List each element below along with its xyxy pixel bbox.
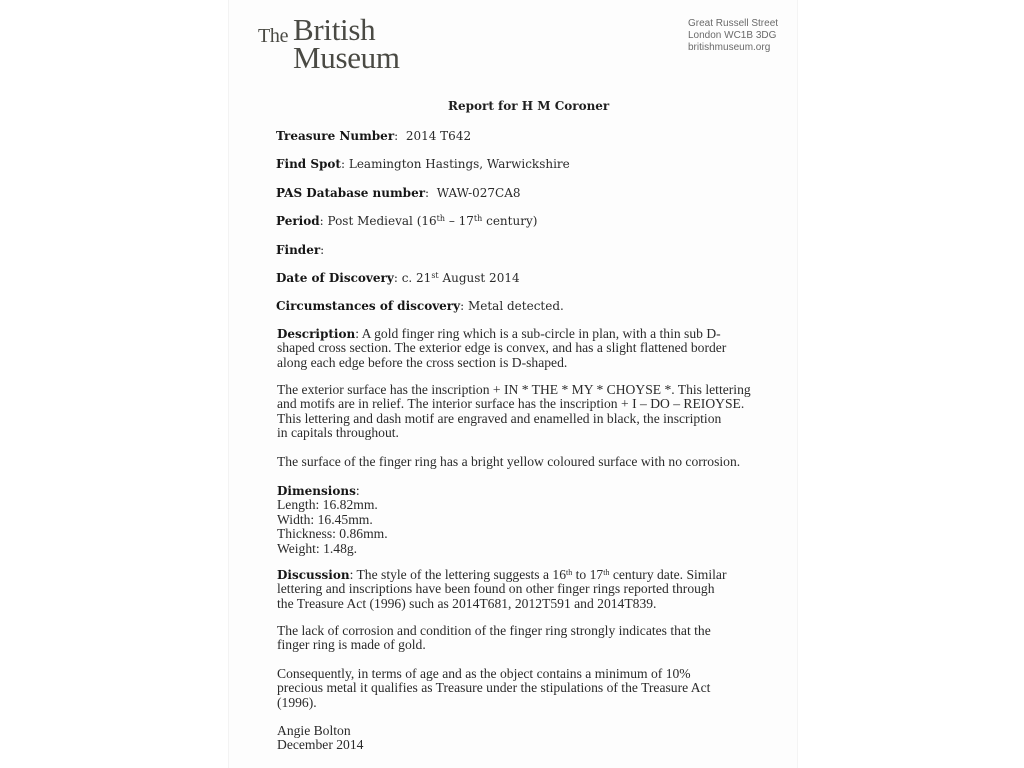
text-fragment: : The style of the lettering suggests a 16 xyxy=(349,567,567,582)
text-line: : A gold finger ring which is a sub-circle in plan, with a thin sub D- xyxy=(355,326,721,341)
text-line: (1996). xyxy=(277,694,317,710)
field-label: Period xyxy=(276,214,320,228)
text-line: the Treasure Act (1996) such as 2014T681, 2012T591 and 2014T839. xyxy=(277,595,657,611)
discussion-label: Discussion xyxy=(277,568,350,582)
field-value: – 17 xyxy=(445,214,474,228)
dimension-width: Width: 16.45mm. xyxy=(277,511,373,527)
field-label: Date of Discovery xyxy=(276,271,394,285)
signature-block xyxy=(277,724,787,753)
field-period: Period: Post Medieval (16th – 17th century) xyxy=(276,214,538,228)
text-line: The lack of corrosion and condition of the finger ring strongly indicates that the xyxy=(277,623,711,638)
field-label: Treasure Number xyxy=(276,129,395,143)
text-line: The surface of the finger ring has a bright yellow coloured surface with no corrosion. xyxy=(277,454,741,469)
text-line: finger ring is made of gold. xyxy=(277,637,426,653)
field-pas-database-number: PAS Database number: WAW-027CA8 xyxy=(276,186,521,200)
text-line: and motifs are in relief. The interior surface has the inscription + I – DO – REIOYSE. xyxy=(277,396,745,412)
text-line: shaped cross section. The exterior edge is convex, and has a slight flattened border xyxy=(277,340,727,356)
field-label: Find Spot xyxy=(276,157,341,171)
field-label: Finder xyxy=(276,243,321,257)
address-street: Great Russell Street xyxy=(688,18,779,29)
exterior-paragraph xyxy=(277,383,787,441)
dimension-weight: Weight: 1.48g. xyxy=(277,540,358,556)
field-value: Leamington Hastings, Warwickshire xyxy=(348,157,570,171)
conclusion-paragraph xyxy=(277,667,787,710)
text-line: along each edge before the cross section is D-shaped. xyxy=(277,354,568,370)
text-line: The exterior surface has the inscription + IN * THE * MY * CHOYSE *. This lettering xyxy=(277,382,751,397)
field-date-of-discovery: Date of Discovery: c. 21st August 2014 xyxy=(276,271,520,285)
text-fragment: to 17 xyxy=(572,567,604,582)
dimension-thickness: Thickness: 0.86mm. xyxy=(277,526,388,542)
signature-name: Angie Bolton xyxy=(277,723,351,738)
field-value: Post Medieval (16 xyxy=(327,214,437,228)
text-line: in capitals throughout. xyxy=(277,425,399,441)
dimensions-section: Dimensions: Length: 16.82mm. Width: 16.45mm. Thickness: 0.86mm. Weight: 1.48g. xyxy=(277,484,787,556)
text-line: lettering and inscriptions have been found on other finger rings reported through xyxy=(277,581,715,597)
museum-address xyxy=(688,18,778,54)
field-value: 2014 T642 xyxy=(405,129,472,143)
surface-paragraph xyxy=(277,455,787,469)
field-value: c. 21 xyxy=(401,271,432,285)
field-label: PAS Database number xyxy=(276,186,426,200)
address-website: britishmuseum.org xyxy=(688,42,771,53)
superscript: th xyxy=(566,568,573,577)
field-label: Circumstances of discovery xyxy=(276,299,461,313)
signature-date: December 2014 xyxy=(277,737,364,753)
report-title: Report for H M Coroner xyxy=(448,99,610,113)
field-find-spot: Find Spot: Leamington Hastings, Warwickshire xyxy=(276,157,570,171)
field-value: August 2014 xyxy=(438,271,520,285)
superscript: st xyxy=(431,271,439,280)
logo-museum: Museum xyxy=(293,40,400,75)
text-line: Consequently, in terms of age and as the object contains a minimum of 10% xyxy=(277,666,691,681)
field-treasure-number: Treasure Number: 2014 T642 xyxy=(276,129,472,143)
field-circumstances: Circumstances of discovery: Metal detected. xyxy=(276,299,564,313)
dimensions-label: Dimensions xyxy=(277,484,356,498)
dimension-length: Length: 16.82mm. xyxy=(277,497,378,513)
address-city: London WC1B 3DG xyxy=(688,30,777,41)
discussion-paragraph xyxy=(277,568,787,611)
logo-the: The xyxy=(258,25,289,47)
superscript: th xyxy=(603,568,610,577)
superscript: th xyxy=(436,214,446,223)
field-finder: Finder: xyxy=(276,243,325,257)
description-label: Description xyxy=(277,327,356,341)
field-value: Metal detected. xyxy=(467,299,564,313)
field-value: WAW-027CA8 xyxy=(436,186,521,200)
text-line: precious metal it qualifies as Treasure under the stipulations of the Treasure Act xyxy=(277,680,711,696)
logo-british: British xyxy=(293,12,376,47)
lack-of-corrosion-paragraph xyxy=(277,624,787,653)
description-paragraph xyxy=(277,327,787,370)
text-line: This lettering and dash motif are engraved and enamelled in black, the inscription xyxy=(277,410,722,426)
field-value: century) xyxy=(482,214,538,228)
text-fragment: century date. Similar xyxy=(609,567,727,582)
superscript: th xyxy=(473,214,483,223)
